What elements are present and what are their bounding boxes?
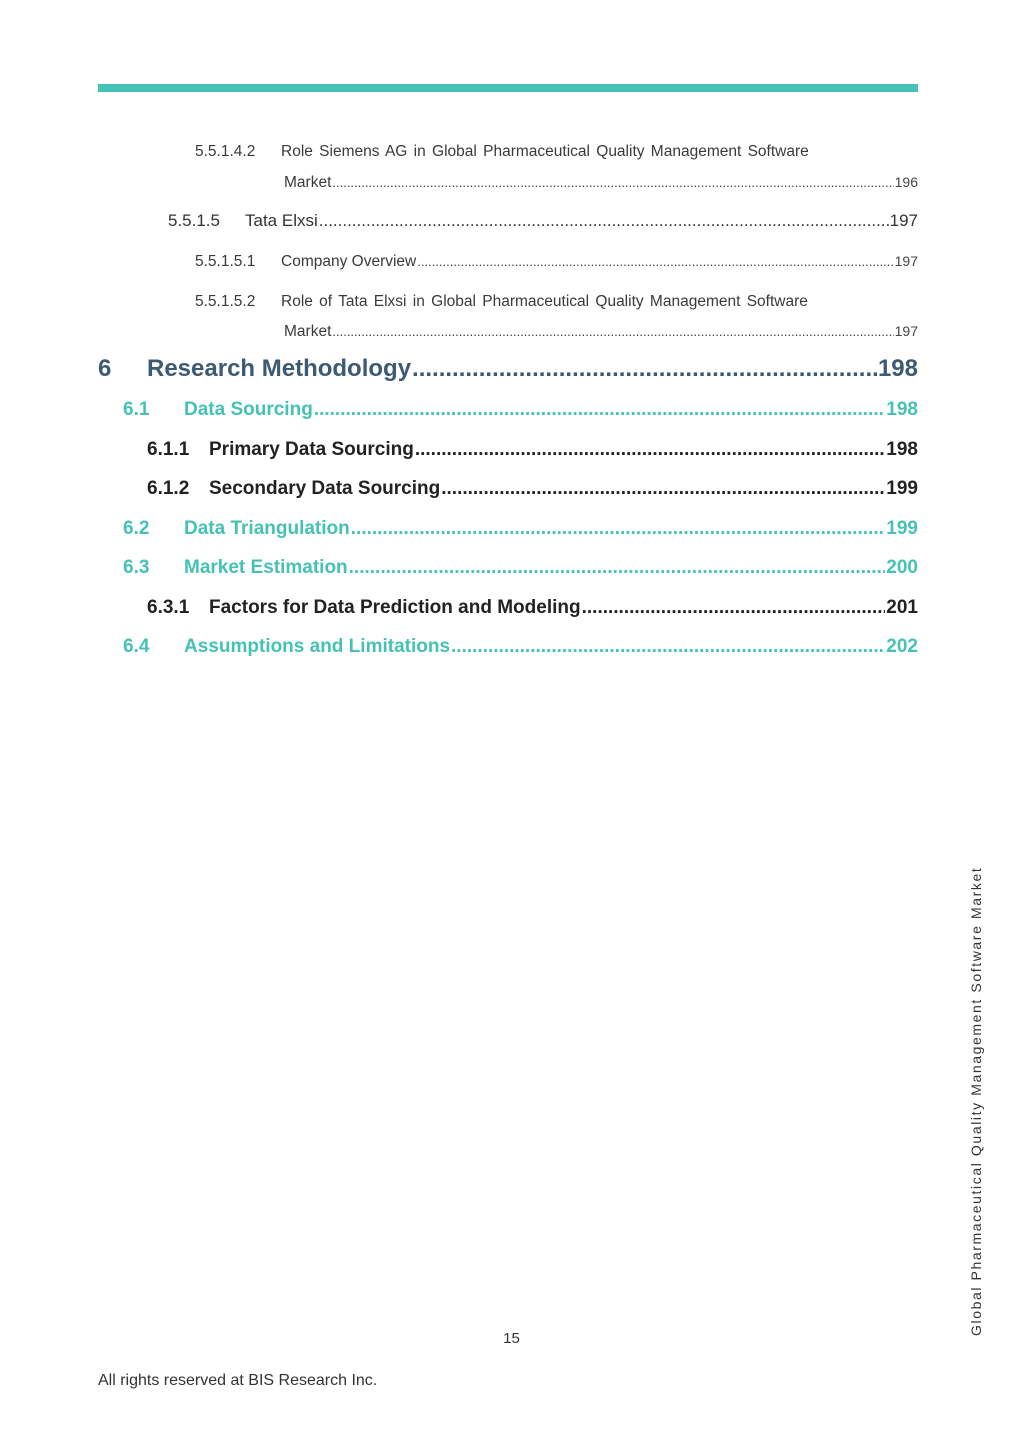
toc-page-number: 201 (886, 597, 918, 618)
toc-entry-number: 6.1.2 (147, 478, 190, 499)
toc-entry-number: 6.1 (123, 399, 150, 420)
toc-entry-title: Primary Data Sourcing (209, 439, 414, 460)
toc-leader (332, 174, 893, 192)
toc-leader (332, 323, 893, 341)
toc-entry-title: Factors for Data Prediction and Modeling (209, 597, 581, 618)
toc-entry-title: Assumptions and Limitations (184, 636, 451, 657)
toc-leader (441, 478, 885, 500)
toc-entry-6[interactable] (98, 355, 918, 383)
toc-entry-6-1[interactable] (123, 399, 918, 421)
toc-leader (415, 439, 885, 461)
toc-entry-6-1-2[interactable] (147, 478, 918, 500)
toc-entry-title: Market Estimation (184, 557, 348, 578)
toc-entry-title: Data Sourcing (184, 399, 313, 420)
toc-page-number: 198 (886, 399, 918, 420)
toc-entry-title-cont: Market (284, 323, 332, 340)
toc-leader (582, 597, 886, 619)
toc-page-number: 196 (894, 174, 918, 190)
toc-leader (349, 557, 886, 579)
toc-entry-title: Research Methodology (147, 355, 412, 382)
toc-entry-6-1-1[interactable] (147, 439, 918, 461)
toc-leader (314, 399, 885, 421)
toc-page-number: 202 (886, 636, 918, 657)
toc-entry-6-3-1[interactable] (147, 597, 918, 619)
toc-page-number: 198 (886, 439, 918, 460)
toc-entry-5-5-1-4-2-cont[interactable] (284, 174, 918, 192)
toc-entry-6-4[interactable] (123, 636, 918, 658)
toc-entry-number: 6.3 (123, 557, 150, 578)
toc-entry-title: Tata Elxsi (245, 211, 318, 230)
toc-entry-5-5-1-5-2-cont[interactable] (284, 323, 918, 341)
toc-entry-title: Data Triangulation (184, 518, 350, 539)
toc-entry-5-5-1-4-2[interactable] (195, 143, 809, 161)
copyright-footer: All rights reserved at BIS Research Inc. (98, 1372, 378, 1389)
toc-entry-5-5-1-5[interactable] (168, 211, 918, 231)
toc-entry-number: 5.5.1.5.2 (195, 293, 256, 310)
toc-entry-number: 5.5.1.4.2 (195, 143, 256, 160)
toc-entry-5-5-1-5-2[interactable] (195, 293, 808, 311)
toc-entry-5-5-1-5-1[interactable] (195, 253, 918, 271)
toc-leader (417, 253, 893, 271)
toc-entry-number: 6.4 (123, 636, 150, 657)
toc-page-number: 199 (886, 478, 918, 499)
toc-page-number: 200 (886, 557, 918, 578)
toc-entry-number: 5.5.1.5 (168, 211, 220, 230)
top-accent-bar (98, 84, 918, 92)
toc-entry-title: Secondary Data Sourcing (209, 478, 441, 499)
running-side-title: Global Pharmaceutical Quality Management Software Market (968, 866, 984, 1336)
toc-leader (451, 636, 885, 658)
toc-leader (412, 355, 877, 383)
toc-page-number: 198 (877, 355, 918, 382)
toc-entry-6-2[interactable] (123, 518, 918, 540)
page-number: 15 (503, 1330, 520, 1347)
toc-entry-number: 6.1.1 (147, 439, 190, 460)
toc-entry-number: 6.2 (123, 518, 150, 539)
toc-entry-number: 5.5.1.5.1 (195, 253, 256, 270)
toc-page-number: 199 (886, 518, 918, 539)
toc-entry-6-3[interactable] (123, 557, 918, 579)
toc-page-number: 197 (894, 253, 918, 269)
toc-entry-title: Role of Tata Elxsi in Global Pharmaceutical Quality Management Software (281, 293, 808, 310)
toc-entry-title: Company Overview (281, 253, 417, 270)
toc-leader (319, 211, 889, 231)
toc-entry-number: 6 (98, 355, 112, 382)
toc-entry-number: 6.3.1 (147, 597, 190, 618)
toc-page-number: 197 (889, 211, 918, 230)
toc-page-number: 197 (894, 323, 918, 339)
toc-leader (351, 518, 886, 540)
toc-entry-title: Role Siemens AG in Global Pharmaceutical Quality Management Software (281, 143, 809, 160)
toc-entry-title-cont: Market (284, 174, 332, 191)
